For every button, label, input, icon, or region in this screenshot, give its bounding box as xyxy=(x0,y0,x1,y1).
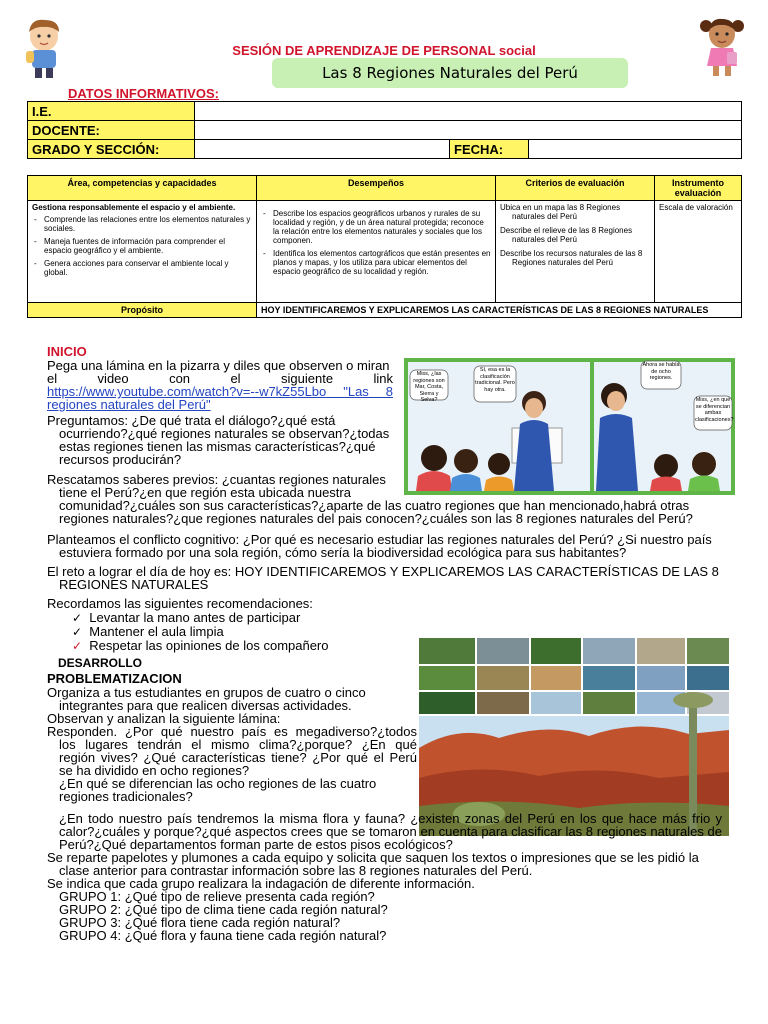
info-row-docente xyxy=(28,121,742,140)
peru-regions-collage-image xyxy=(419,638,729,836)
conflicto-cognitivo xyxy=(47,533,767,559)
desarrollo-line: Responden. ¿Por qué nuestro país es megadiverso?¿todos xyxy=(47,724,417,739)
desarrollo-line: ¿En qué se diferencian las ocho regiones de las cuatro xyxy=(59,776,377,791)
conflicto-line: Planteamos el conflicto cognitivo: ¿Por qué es necesario estudiar las regiones naturales del Perú? ¿Si nuestro país xyxy=(47,532,712,547)
page-title: SESIÓN DE APRENDIZAJE DE PERSONAL social xyxy=(232,43,536,58)
ie-value[interactable] xyxy=(195,102,742,121)
capacidad-item: - Comprende las relaciones entre los elementos naturales y sociales. xyxy=(44,215,252,233)
header-area: Área, competencias y capacidades xyxy=(28,176,257,201)
saberes-previos xyxy=(47,473,767,525)
header-criterios: Criterios de evaluación xyxy=(496,176,655,201)
recommendation-item: ✓ Mantener el aula limpia xyxy=(72,624,224,639)
capacidad-item: - Genera acciones para conservar el ambiente local y global. xyxy=(44,259,252,277)
check-icon: ✓ xyxy=(72,639,83,653)
desarrollo-line: Observan y analizan la siguiente lámina: xyxy=(47,711,281,726)
comic-bubble-2: Sí, esa es la clasificación tradicional. Pero hay otra. xyxy=(475,367,515,393)
saberes-line: regiones naturales?¿que regiones naturales del pais conocen?¿cuáles son las 8 regiones naturales del Perú? xyxy=(59,511,693,526)
check-icon: ✓ xyxy=(72,625,83,639)
cell-desempenos xyxy=(257,201,496,303)
proposito-text: HOY IDENTIFICAREMOS Y EXPLICAREMOS LAS CARACTERÍSTICAS DE LAS 8 REGIONES NATURALES xyxy=(257,303,742,318)
proposito-label: Propósito xyxy=(28,303,257,318)
saberes-line: tiene el Perú?¿en que región esta ubicada nuestra xyxy=(59,485,351,500)
desempeno-item: - Describe los espacios geográficos urbanos y rurales de su localidad y región, y de un área natural protegida; reconoce la relación entre los elementos naturales y sociales que los componen. xyxy=(273,209,491,245)
capacidad-item: - Maneja fuentes de información para comprender el espacio geográfico y el ambiente. xyxy=(44,237,252,255)
pregunta-line: ocurriendo?¿qué regiones naturales se observan?¿todas xyxy=(59,426,390,441)
video-link[interactable]: https://www.youtube.com/watch?v=--w7kZ55Lbo "Las 8 xyxy=(47,384,393,399)
comic-bubble-4: Miss, ¿en qué se diferencian ambas clasificaciones? xyxy=(695,397,734,423)
subtitle-banner: Las 8 Regiones Naturales del Perú xyxy=(272,58,628,88)
pregunta-line: recursos producirán? xyxy=(59,452,182,467)
saberes-line: comunidad?¿cuáles son sus características?¿aparte de las cuatro regiones que han mencionado,habrá otras xyxy=(59,498,690,513)
inicio-p1-line: el video con el siguiente link xyxy=(47,371,393,386)
desarrollo-line: Perú?¿Qué departamentos forman parte de estos pisos ecológicos? xyxy=(59,837,453,852)
desempeno-item: - Identifica los elementos cartográficos que están presentes en planos y mapas, y los utiliza para ubicar elementos del espacio geográfico de su localidad y región. xyxy=(273,249,491,276)
info-table xyxy=(27,101,742,159)
desarrollo-line: ¿En todo nuestro país tendremos la misma flora y fauna? ¿existen zonas del Perú en los que hace más frio y xyxy=(59,811,722,826)
recomendaciones-list xyxy=(72,611,329,653)
cell-criterios xyxy=(496,201,655,303)
inicio-preguntas xyxy=(47,414,393,466)
desarrollo-line: regiones tradicionales? xyxy=(59,789,193,804)
docente-label: DOCENTE: xyxy=(28,121,195,140)
recomendaciones-label: Recordamos las siguientes recomendaciones: xyxy=(47,596,313,611)
comp-body-row xyxy=(28,201,742,303)
cell-instrumento: Escala de valoración xyxy=(655,201,742,303)
criterio-item: Ubica en un mapa las 8 Regiones naturales del Perú xyxy=(500,203,621,221)
criterio-item: Describe el relieve de las 8 Regiones naturales del Perú xyxy=(500,226,633,244)
proposito-row xyxy=(28,303,742,318)
reto xyxy=(47,565,767,591)
desarrollo-line: los lugares tendrán el mismo clima?¿porque? ¿En qué xyxy=(59,737,417,752)
check-icon: ✓ xyxy=(72,611,83,625)
header-instrumento: Instrumento evaluación xyxy=(655,176,742,201)
desarrollo-line: Se reparte papelotes y plumones a cada equipo y solicita que saquen los textos o impresiones que se les pidió la xyxy=(47,850,699,865)
recommendation-item: ✓ Levantar la mano antes de participar xyxy=(72,610,301,625)
grupo-item: GRUPO 4: ¿Qué flora y fauna tiene cada región natural? xyxy=(59,928,387,943)
inicio-p1 xyxy=(47,359,393,411)
desarrollo-line: clase anterior para contrastar información sobre las 8 regiones naturales del Perú. xyxy=(59,863,533,878)
desarrollo-block-1 xyxy=(47,686,417,803)
conflicto-line: estuviera formado por una sola región, cómo sería la biodiversidad ecológica para sus habitantes? xyxy=(59,545,627,560)
inicio-p1-line: Pega una lámina en la pizarra y diles que observen o miran xyxy=(47,358,390,373)
competencias-table xyxy=(27,175,742,318)
datos-informativos-label: DATOS INFORMATIVOS: xyxy=(68,86,219,101)
grado-label: GRADO Y SECCIÓN: xyxy=(28,140,195,159)
info-row-grado xyxy=(28,140,742,159)
ie-label: I.E. xyxy=(28,102,195,121)
header-desempenos: Desempeños xyxy=(257,176,496,201)
grado-value[interactable] xyxy=(195,140,450,159)
pregunta-line: estas regiones tienen las mismas características?¿qué xyxy=(59,439,376,454)
problematizacion-heading: PROBLEMATIZACION xyxy=(47,671,182,686)
desarrollo-line: Organiza a tus estudiantes en grupos de cuatro o cinco xyxy=(47,685,366,700)
comic-bubble-3: Ahora se habla de ocho regiones. xyxy=(642,362,680,381)
desarrollo-block-2 xyxy=(47,812,722,942)
video-link-cont[interactable]: regiones naturales del Perú" xyxy=(47,397,211,412)
fecha-value[interactable] xyxy=(529,140,742,159)
comic-bubble-1: Miss, ¿las regiones son Mar, Costa, Sierra y Selva? xyxy=(413,371,445,403)
desarrollo-heading: DESARROLLO xyxy=(58,656,142,670)
grupo-item: GRUPO 1: ¿Qué tipo de relieve presenta cada región? xyxy=(59,889,375,904)
comp-header-row xyxy=(28,176,742,201)
competencia-text: Gestiona responsablemente el espacio y el ambiente. xyxy=(32,203,236,212)
fecha-label: FECHA: xyxy=(450,140,529,159)
saberes-line: Rescatamos saberes previos: ¿cuantas regiones naturales xyxy=(47,472,386,487)
desarrollo-line: se ha dividido en ocho regiones? xyxy=(59,763,250,778)
reto-line: El reto a lograr el día de hoy es: HOY IDENTIFICAREMOS Y EXPLICAREMOS LAS CARACTERÍSTICAS DE LAS 8 xyxy=(47,564,719,579)
desarrollo-line: calor?¿cuáles y porque?¿qué aspectos crees que se tomaron en cuenta para clasificar las 8 regiones naturales de xyxy=(59,824,722,839)
info-row-ie xyxy=(28,102,742,121)
recommendation-item: ✓ Respetar las opiniones de los compañero xyxy=(72,638,329,653)
pregunta-line: Preguntamos: ¿De qué trata el diálogo?¿qué está xyxy=(47,413,336,428)
grupo-item: GRUPO 3: ¿Qué flora tiene cada región natural? xyxy=(59,915,341,930)
docente-value[interactable] xyxy=(195,121,742,140)
cell-competencias xyxy=(28,201,257,303)
inicio-heading: INICIO xyxy=(47,344,87,359)
criterio-item: Describe los recursos naturales de las 8 Regiones naturales del Perú xyxy=(500,249,643,267)
desarrollo-line: Se indica que cada grupo realizara la indagación de diferente información. xyxy=(47,876,475,891)
reto-line: REGIONES NATURALES xyxy=(59,577,209,592)
desarrollo-line: región vives? ¿Qué características tiene? ¿Por qué el Perú xyxy=(59,750,417,765)
desarrollo-line: integrantes para que realicen diversas actividades. xyxy=(59,698,352,713)
grupo-item: GRUPO 2: ¿Qué tipo de clima tiene cada región natural? xyxy=(59,902,388,917)
